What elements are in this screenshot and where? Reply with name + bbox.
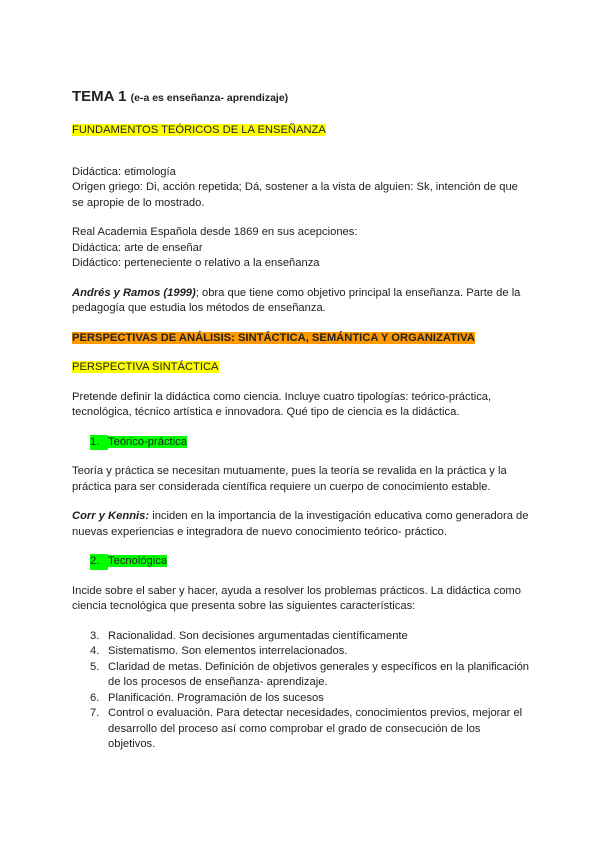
list-item-text: Claridad de metas. Definición de objetivos generales y específicos en la planificación: [108, 660, 530, 673]
corr-author: Corr y Kennis:: [72, 510, 150, 522]
rae-paragraph: [72, 225, 532, 272]
list-item-label: Tecnológica: [108, 555, 168, 567]
rae-line: Didáctica: arte de enseñar: [72, 241, 203, 254]
andres-text: ; obra que tiene como objetivo principal la enseñanza. Parte de la: [195, 286, 521, 299]
sintactica-line: Pretende definir la didáctica como ciencia. Incluye cuatro tipologías: teórico-práctica,: [72, 390, 492, 403]
etimologia-line: Origen griego: Di, acción repetida; Dá, sostener a la vista de alguien: Sk, intención de que: [72, 181, 518, 193]
list-item-number: 7.: [90, 707, 100, 719]
etimologia-line: Didáctica: etimología: [72, 165, 176, 178]
list-item-tecnologica: [72, 554, 532, 570]
document-body: [72, 88, 532, 753]
list-item: [90, 644, 532, 660]
list-item-text: de los procesos de enseñanza- aprendizaje.: [108, 676, 328, 688]
heading-perspectivas-text: PERSPECTIVAS DE ANÁLISIS: SINTÁCTICA, SEMÁNTICA Y ORGANIZATIVA: [72, 331, 475, 344]
tecnologica-line: Incide sobre el saber y hacer, ayuda a resolver los problemas prácticos. La didáctica como: [72, 584, 521, 597]
teorico-practica-paragraph: [72, 464, 532, 495]
heading-perspectivas: [72, 331, 532, 347]
heading-fundamentos-text: FUNDAMENTOS TEÓRICOS DE LA ENSEÑANZA: [72, 124, 326, 136]
andres-text-line2: pedagogía que estudia los métodos de enseñanza.: [72, 302, 326, 314]
etimologia-line: se apropie de lo mostrado.: [72, 196, 205, 209]
title-main: TEMA 1: [72, 88, 127, 105]
andres-paragraph: [72, 286, 532, 317]
heading-sintactica: [72, 360, 532, 376]
list-item-number: 4.: [90, 645, 100, 657]
list-item-number: 6.: [90, 691, 100, 704]
list-item: [90, 660, 532, 691]
corr-paragraph: [72, 509, 532, 540]
characteristics-list: [72, 629, 532, 753]
tecnologica-line: ciencia tecnológica que presenta sobre las siguientes características:: [72, 600, 416, 612]
tecnologica-paragraph: [72, 584, 532, 615]
teorico-practica-line: práctica para ser considerada científica requiere un cuerpo de conocimiento estable.: [72, 480, 491, 493]
list-item-text: objetivos.: [108, 738, 156, 750]
sintactica-paragraph: [72, 390, 532, 421]
list-item-text: Planificación. Programación de los sucesos: [108, 691, 324, 704]
list-item: [90, 629, 532, 645]
page-title: [72, 88, 532, 107]
andres-author: Andrés y Ramos (1999): [72, 286, 196, 299]
list-item-number: 3.: [90, 629, 100, 642]
list-item: [90, 691, 532, 707]
teorico-practica-line: Teoría y práctica se necesitan mutuamente, pues la teoría se revalida en la práctica y la: [72, 465, 507, 477]
list-item-text: desarrollo del proceso así como comprobar el grado de consecución de los: [108, 722, 481, 735]
heading-sintactica-text: PERSPECTIVA SINTÁCTICA: [72, 361, 219, 373]
list-item-text: Sistematismo. Son elementos interrelacionados.: [108, 645, 348, 657]
list-item-number: 1.: [90, 435, 108, 451]
list-item: [90, 706, 532, 753]
list-item-teorico-practica: [72, 435, 532, 451]
rae-line: Didáctico: perteneciente o relativo a la enseñanza: [72, 257, 320, 269]
heading-fundamentos: [72, 123, 532, 139]
list-item-label: Teórico-práctica: [108, 435, 187, 448]
list-item-number: 2.: [90, 554, 108, 570]
title-subtitle: (e-a es enseñanza- aprendizaje): [130, 92, 289, 104]
corr-text-line2: nuevas experiencias e integradora de nuevo conocimiento teórico- práctico.: [72, 525, 447, 538]
rae-line: Real Academia Española desde 1869 en sus acepciones:: [72, 226, 358, 238]
list-item-text: Racionalidad. Son decisiones argumentadas científicamente: [108, 629, 408, 642]
list-item-text: Control o evaluación. Para detectar necesidades, conocimientos previos, mejorar el: [108, 707, 523, 719]
corr-text: inciden en la importancia de la investigación educativa como generadora de: [149, 510, 529, 522]
etimologia-paragraph: [72, 165, 532, 212]
list-item-number: 5.: [90, 660, 100, 673]
sintactica-line: tecnológica, técnico artística e innovadora. Qué tipo de ciencia es la didáctica.: [72, 406, 460, 418]
